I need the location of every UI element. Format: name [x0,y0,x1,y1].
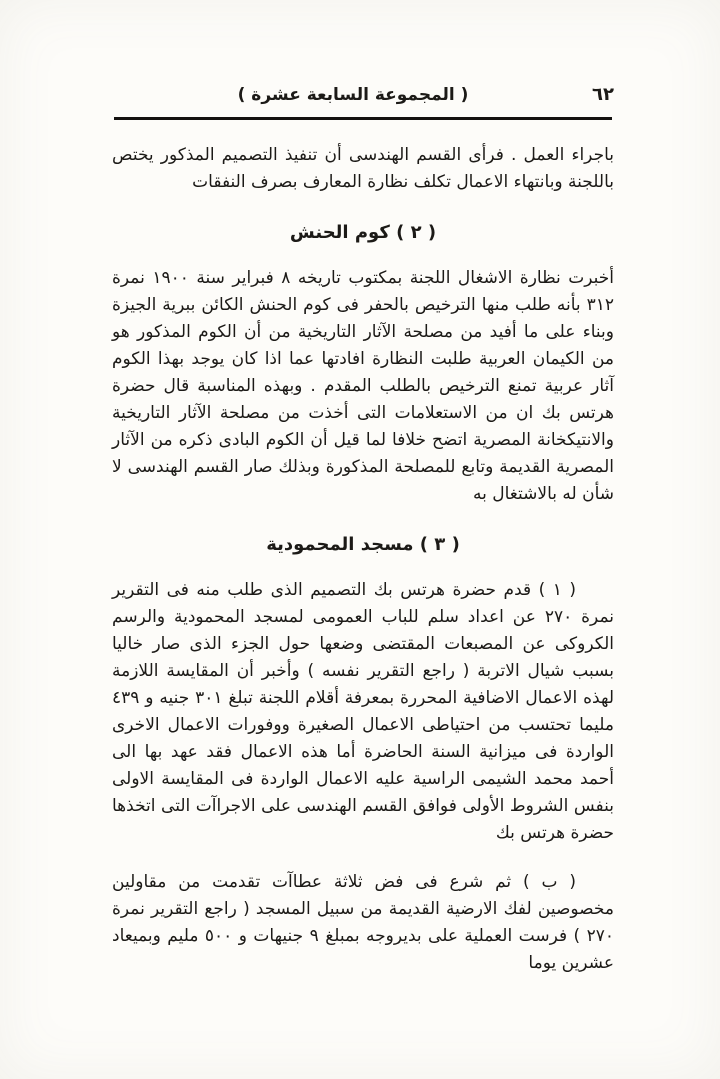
section-heading-mahmudiya-mosque: ( ٣ ) مسجد المحمودية [266,534,460,555]
section3-paragraph-b: ( ب ) ثم شرع فى فض ثلاثة عطاآت تقدمت من مقاولين مخصوصين لفك الارضية القديمة من سبيل المسجد ( راجع التقرير نمرة ٢٧٠ ) فرست العملية على بديروجه بمبلغ ٩ جنيهات و ٥٠٠ مليم وبميعاد عشرين يوما [112,872,614,973]
text-column [112,84,614,977]
page-number: ٦٢ [592,84,614,105]
header-title: ( المجموعة السابعة عشرة ) [237,85,469,105]
page-header [112,84,614,105]
section3-paragraph-a: ( ١ ) قدم حضرة هرتس بك التصميم الذى طلب منه فى التقرير نمرة ٢٧٠ عن اعداد سلم للباب العمومى لمسجد المحمودية والرسم الكروكى عن المصبعات المقتضى وضعها حول الجزء الذى صار خاليا بسبب شيال الاتربة ( راجع التقرير نفسه ) وأخبر أن المقايسة اللازمة لهذه الاعمال الاضافية المحررة بمعرفة أقلام اللجنة تبلغ ٣٠١ جنيه و ٤٣٩ مليما تحتسب من احتياطى الاعمال الصغيرة ووفورات الاعمال الاخرى الواردة فى ميزانية السنة الحاضرة أما هذه الاعمال فقد عهد بها الى أحمد محمد الشيمى الراسية عليه الاعمال الواردة فى المقايسة الاولى بنفس الشروط الأولى فوافق القسم الهندسى على الاجراآت التى اتخذها حضرة هرتس بك [112,580,615,843]
intro-paragraph: باجراء العمل . فرأى القسم الهندسى أن تنفيذ التصميم المذكور يختص باللجنة وبانتهاء الاعمال تكلف نظارة المعارف بصرف النفقات [112,145,614,192]
section2-paragraph: أخبرت نظارة الاشغال اللجنة بمكتوب تاريخه ٨ فبراير سنة ١٩٠٠ نمرة ٣١٢ بأنه طلب منها الترخيص بالحفر فى كوم الحنش الكائن ببرية الجيزة وبناء على ما أفيد من مصلحة الآثار التاريخية من أن الكوم المذكور هو من الكيمان العربية طلبت النظارة افادتها عما اذا كان يوجد بهذا الكوم آثار عربية تمنع الترخيص بالطلب المقدم . وبهذه المناسبة قال حضرة هرتس بك ان من الاستعلامات التى أخذت من مصلحة الآثار التاريخية والانتيكخانة المصرية اتضح خلافا لما قيل أن الكوم البادى ذكره من الآثار المصرية القديمة وتابع للمصلحة المذكورة وبذلك صار القسم الهندسى لا شأن له بالاشتغال به [112,268,615,504]
section-heading-kom-el-hanash: ( ٢ ) كوم الحنش [289,222,437,243]
header-rule [114,117,612,120]
